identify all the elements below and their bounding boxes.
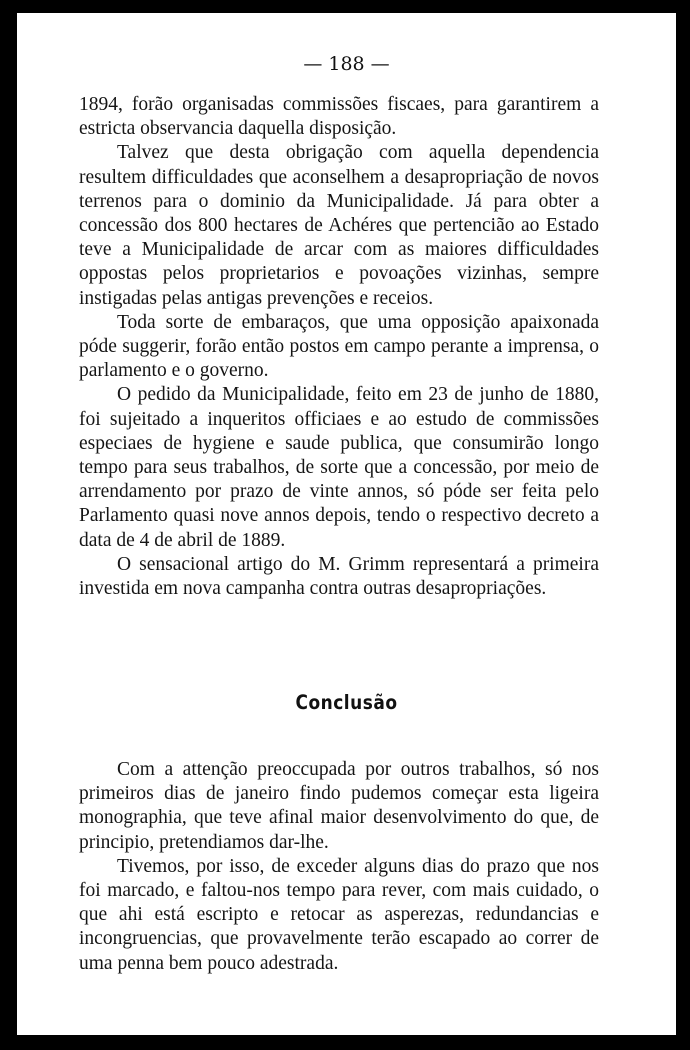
page-number: — 188 —: [303, 53, 390, 75]
paragraph: Toda sorte de embaraços, que uma opposição apaixonada póde suggerir, forão então postos em campo perante a imprensa, o parlamento e o governo.: [79, 311, 599, 382]
paragraph: 1894, forão organisadas commissões fiscaes, para garantirem a estricta observancia daquella disposição.: [79, 94, 599, 140]
paragraph: Tivemos, por isso, de exceder alguns dias do prazo que nos foi marcado, e faltou-nos tempo para rever, com mais cuidado, o que ahi está escripto e retocar as asperezas, redundancias e incongruencias, que provavelmente terão escapado ao correr de uma penna bem pouco adestrada.: [79, 855, 599, 974]
paragraph: Talvez que desta obrigação com aquella dependencia resultem difficuldades que aconselhem a desapropriação de novos terrenos para o dominio da Municipalidade. Já para obter a concessão dos 800 hectares de Achéres que pertencião ao Estado teve a Municipalidade de arcar com as maiores difficuldades oppostas pelos proprietarios e povoações vizinhas, sempre instigadas pelas antigas prevenções e receios.: [79, 142, 599, 309]
paragraph: O sensacional artigo do M. Grimm representará a primeira investida em nova campanha contra outras desapropriações.: [79, 553, 599, 600]
book-page: [17, 13, 676, 1035]
body-text-after-heading: [79, 758, 599, 976]
body-text-before-heading: [79, 93, 599, 601]
paragraph: O pedido da Municipalidade, feito em 23 de junho de 1880, foi sujeitado a inqueritos officiaes e ao estudo de commissões especiaes de hygiene e saude publica, que consumirão longo tempo para seus trabalhos, de sorte que a concessão, por meio de arrendamento por prazo de vinte annos, só póde ser feita pelo Parlamento quasi nove annos depois, tendo o respectivo decreto a data de 4 de abril de 1889.: [79, 384, 599, 551]
section-heading: Conclusão: [295, 691, 398, 715]
paragraph: Com a attenção preoccupada por outros trabalhos, só nos primeiros dias de janeiro findo pudemos começar esta ligeira monographia, que teve afinal maior desenvolvimento do que, de principio, pretendiamos dar-lhe.: [79, 759, 599, 853]
